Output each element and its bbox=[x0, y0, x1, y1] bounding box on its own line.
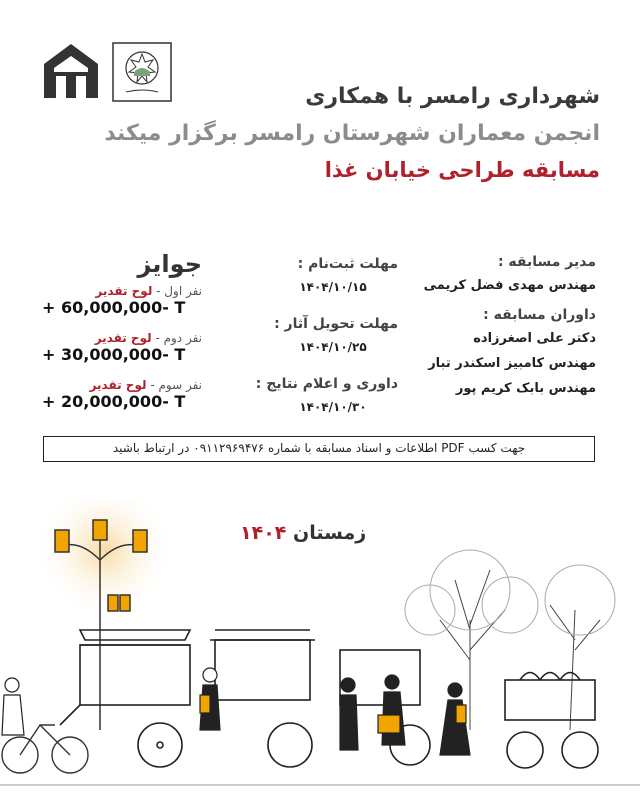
prize-rank bbox=[42, 378, 202, 392]
plaque-label: لوح تقدیر bbox=[95, 284, 153, 298]
prize-rank bbox=[42, 284, 202, 298]
people-icon bbox=[2, 668, 470, 755]
deadline-label: مهلت تحویل آثار : bbox=[274, 316, 398, 332]
association-line: انجمن معماران شهرستان رامسر برگزار میکند bbox=[104, 121, 600, 146]
prizes-column bbox=[42, 250, 202, 425]
deadlines-column bbox=[238, 256, 398, 436]
street-lamp-icon bbox=[35, 500, 175, 730]
street-food-illustration bbox=[0, 500, 640, 800]
judges-heading: داوران مسابقه : bbox=[483, 307, 596, 323]
prize-amount: + 60,000,000- T bbox=[42, 298, 186, 317]
tree-icon bbox=[405, 550, 615, 730]
deadline-date: ۱۴۰۴/۱۰/۱۵ bbox=[299, 280, 367, 294]
header bbox=[80, 70, 600, 182]
season-word: زمستان bbox=[293, 522, 367, 544]
contact-notice: جهت کسب PDF اطلاعات و اسناد مسابقه با شماره ۰۹۱۱۲۹۶۹۴۷۶ در ارتباط باشید bbox=[43, 436, 595, 462]
rank-label: نفر سوم - bbox=[150, 378, 202, 392]
deadline-label: مهلت ثبت‌نام : bbox=[297, 256, 398, 272]
judge-name: مهندس کامبیز اسکندر تبار bbox=[428, 356, 596, 371]
judge-name: مهندس بابک کریم پور bbox=[455, 381, 596, 396]
judge-name: دکتر علی اصغرزاده bbox=[473, 331, 596, 346]
prizes-heading: جوایز bbox=[137, 250, 202, 278]
deadline-date: ۱۴۰۴/۱۰/۳۰ bbox=[299, 400, 367, 414]
deadline-date: ۱۴۰۴/۱۰/۲۵ bbox=[299, 340, 367, 354]
manager-heading: مدیر مسابقه : bbox=[497, 254, 596, 270]
manager-name: مهندس مهدی فضل کریمی bbox=[423, 278, 596, 293]
season-year: ۱۴۰۴ bbox=[240, 522, 287, 544]
prize-amount: + 30,000,000- T bbox=[42, 345, 186, 364]
prize-rank bbox=[42, 331, 202, 345]
organization-column bbox=[406, 254, 596, 406]
rank-label: نفر اول - bbox=[156, 284, 202, 298]
prize-amount: + 20,000,000- T bbox=[42, 392, 186, 411]
competition-title: مسابقه طراحی خیابان غذا bbox=[324, 158, 600, 182]
deadline-label: داوری و اعلام نتایج : bbox=[255, 376, 398, 392]
plaque-label: لوح تقدیر bbox=[89, 378, 147, 392]
plaque-label: لوح تقدیر bbox=[94, 331, 152, 345]
food-cart-icon bbox=[60, 630, 598, 768]
rank-label: نفر دوم - bbox=[155, 331, 202, 345]
organizer-line: شهرداری رامسر با همکاری bbox=[305, 84, 600, 109]
